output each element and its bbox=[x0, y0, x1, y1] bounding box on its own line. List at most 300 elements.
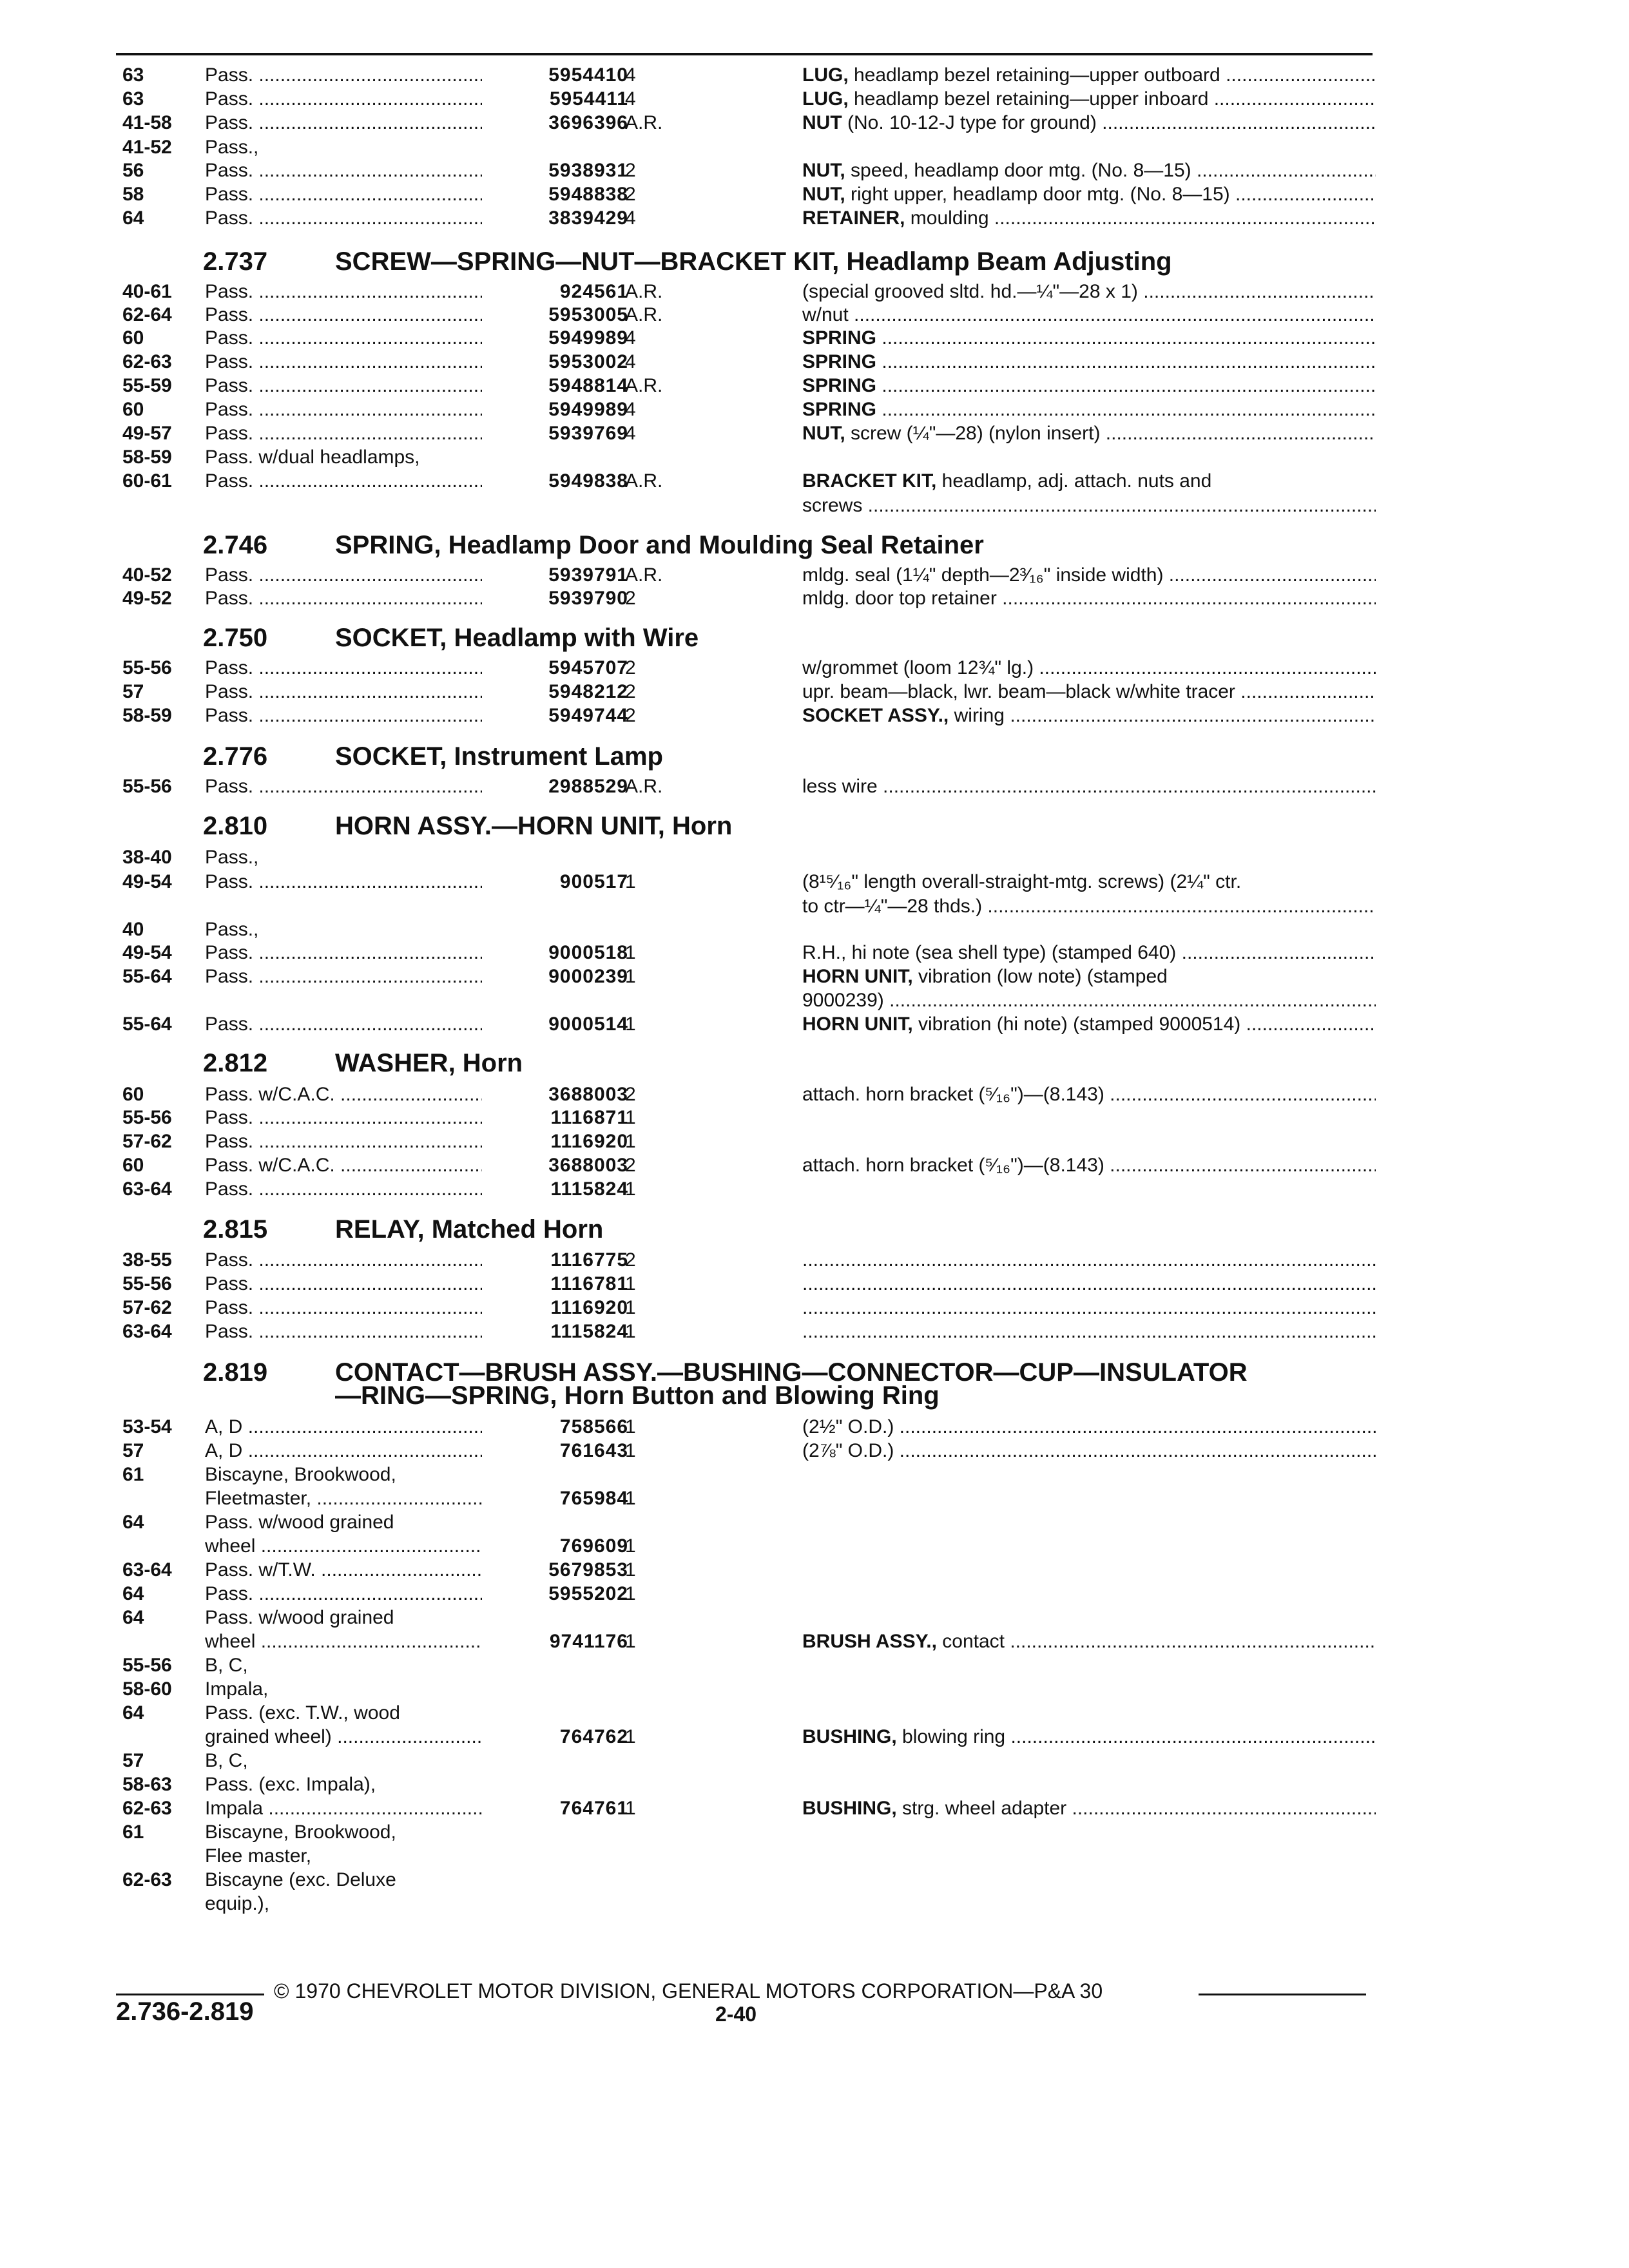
part-name: SPRING bbox=[802, 327, 877, 349]
part-number: 5938931 bbox=[548, 160, 628, 181]
quantity: 1 bbox=[625, 942, 636, 963]
model-years: 60 bbox=[122, 1084, 144, 1105]
model-description: grained wheel) ..... bbox=[205, 1725, 482, 1749]
part-detail: R.H., hi note (sea shell type) (stamped 640) bbox=[802, 942, 1177, 963]
part-detail: mldg. seal (1¼" depth—2³⁄₁₆" inside width) bbox=[802, 564, 1164, 586]
section-title-continued: —RING—SPRING, Horn Button and Blowing Ring bbox=[335, 1381, 940, 1410]
model-description: Pass. ..... bbox=[205, 1106, 482, 1130]
model-description: Pass. ..... bbox=[205, 941, 482, 965]
part-remarks bbox=[802, 586, 1376, 611]
model-description: A, D ..... bbox=[205, 1439, 482, 1463]
part-name: NUT, bbox=[802, 160, 845, 181]
quantity: 4 bbox=[625, 207, 636, 229]
part-detail: vibration (hi note) (stamped 9000514) bbox=[912, 1014, 1241, 1035]
part-detail: screw (¼"—28) (nylon insert) bbox=[845, 423, 1101, 444]
part-number: 1116920 bbox=[550, 1297, 628, 1318]
part-number: 1116775 bbox=[550, 1249, 628, 1271]
quantity: 4 bbox=[625, 423, 636, 444]
model-description: Pass. ..... bbox=[205, 421, 482, 446]
model-description: Pass. ..... bbox=[205, 87, 482, 111]
model-description: Pass. ..... bbox=[205, 280, 482, 304]
quantity: 2 bbox=[625, 705, 636, 726]
model-description: Pass. w/C.A.C. ..... bbox=[205, 1153, 482, 1178]
model-description: equip.), bbox=[205, 1893, 270, 1914]
model-years: 56 bbox=[122, 160, 144, 181]
model-years: 57 bbox=[122, 1750, 144, 1771]
part-detail: mldg. door top retainer bbox=[802, 588, 997, 609]
model-description: Pass. w/wood grained bbox=[205, 1607, 394, 1628]
quantity: 4 bbox=[625, 351, 636, 372]
part-name: SPRING bbox=[802, 351, 877, 372]
part-number: 5948838 bbox=[548, 184, 628, 205]
part-name: BRUSH ASSY., bbox=[802, 1631, 937, 1652]
part-remarks bbox=[802, 1320, 1376, 1344]
part-number: 5939769 bbox=[548, 423, 628, 444]
part-detail: less wire bbox=[802, 776, 878, 797]
part-number: 5948212 bbox=[548, 681, 628, 702]
model-description: Pass. ..... bbox=[205, 1129, 482, 1154]
part-detail: upr. beam—black, lwr. beam—black w/white tracer bbox=[802, 681, 1235, 702]
model-description: Pass. ..... bbox=[205, 469, 482, 494]
model-description: Pass. ..... bbox=[205, 303, 482, 327]
part-number: 765984 bbox=[559, 1488, 628, 1509]
footer-copyright: © 1970 CHEVROLET MOTOR DIVISION, GENERAL MOTORS CORPORATION—P&A 30 bbox=[274, 1979, 1103, 2003]
quantity: 1 bbox=[625, 1416, 636, 1437]
part-remarks bbox=[802, 206, 1376, 231]
model-years: 64 bbox=[122, 1512, 144, 1533]
model-description: Pass. w/wood grained bbox=[205, 1512, 394, 1533]
model-years: 53-54 bbox=[122, 1416, 172, 1437]
model-years: 40 bbox=[122, 919, 144, 940]
footer-section-range: 2.736-2.819 bbox=[116, 1997, 254, 2026]
part-number: 9741176 bbox=[549, 1631, 628, 1652]
model-years: 55-56 bbox=[122, 776, 172, 797]
model-years: 58-59 bbox=[122, 705, 172, 726]
part-number: 5948814 bbox=[548, 375, 628, 396]
part-number: 9000239 bbox=[548, 966, 628, 987]
model-description: Pass. ..... bbox=[205, 563, 482, 588]
model-description: Biscayne, Brookwood, bbox=[205, 1464, 396, 1485]
part-remarks bbox=[802, 398, 1376, 422]
part-remarks bbox=[802, 941, 1376, 965]
model-description: Biscayne (exc. Deluxe bbox=[205, 1869, 396, 1890]
model-years: 49-54 bbox=[122, 871, 172, 892]
part-detail: (2½" O.D.) bbox=[802, 1416, 894, 1437]
model-description: wheel ..... bbox=[205, 1534, 482, 1559]
section-number: 2.812 bbox=[203, 1049, 268, 1077]
part-remarks bbox=[802, 374, 1376, 398]
quantity: 1 bbox=[625, 1631, 636, 1652]
part-number: 5953002 bbox=[548, 351, 628, 372]
model-years: 60 bbox=[122, 327, 144, 349]
quantity: A.R. bbox=[625, 281, 663, 302]
model-description: Pass. ..... bbox=[205, 350, 482, 374]
quantity: 4 bbox=[625, 64, 636, 86]
model-description: Fleetmaster, ..... bbox=[205, 1486, 482, 1511]
model-description: Pass. ..... bbox=[205, 374, 482, 398]
model-years: 61 bbox=[122, 1464, 144, 1485]
model-years: 64 bbox=[122, 207, 144, 229]
model-description: Pass., bbox=[205, 847, 259, 868]
part-number: 758566 bbox=[559, 1416, 628, 1437]
section-number: 2.737 bbox=[203, 247, 268, 276]
part-number: 5949744 bbox=[548, 705, 628, 726]
footer-page-number: 2-40 bbox=[715, 2003, 757, 2026]
model-years: 61 bbox=[122, 1821, 144, 1843]
part-detail: right upper, headlamp door mtg. (No. 8—15) bbox=[845, 184, 1230, 205]
section-title: WASHER, Horn bbox=[335, 1049, 523, 1077]
part-name: NUT bbox=[802, 112, 842, 133]
model-years: 40-52 bbox=[122, 564, 172, 586]
part-detail: headlamp bezel retaining—upper outboard bbox=[848, 64, 1220, 86]
part-number: 764762 bbox=[559, 1726, 628, 1747]
model-description: B, C, bbox=[205, 1750, 248, 1771]
part-number: 1116781 bbox=[550, 1273, 628, 1294]
part-name: BUSHING, bbox=[802, 1726, 897, 1747]
part-number: 1116871 bbox=[550, 1107, 628, 1128]
part-number: 3688003 bbox=[548, 1084, 628, 1105]
model-description: Pass. w/dual headlamps, bbox=[205, 447, 420, 468]
part-name: LUG, bbox=[802, 64, 849, 86]
quantity: A.R. bbox=[625, 112, 663, 133]
quantity: 1 bbox=[625, 871, 636, 892]
part-remarks bbox=[802, 159, 1376, 183]
model-years: 57 bbox=[122, 681, 144, 702]
model-years: 62-63 bbox=[122, 1798, 172, 1819]
model-description: wheel ..... bbox=[205, 1629, 482, 1654]
part-remarks bbox=[802, 182, 1376, 207]
model-years: 55-56 bbox=[122, 1655, 172, 1676]
part-remarks bbox=[802, 111, 1376, 135]
model-description: Flee master, bbox=[205, 1845, 312, 1867]
section-title: SCREW—SPRING—NUT—BRACKET KIT, Headlamp Beam Adjusting bbox=[335, 247, 1172, 276]
part-name: RETAINER, bbox=[802, 207, 905, 229]
part-number: 1116920 bbox=[550, 1131, 628, 1152]
section-title: SPRING, Headlamp Door and Moulding Seal Retainer bbox=[335, 531, 984, 559]
part-number: 764761 bbox=[559, 1798, 628, 1819]
model-years: 41-58 bbox=[122, 112, 172, 133]
model-description: Pass., bbox=[205, 919, 259, 940]
part-number: 924561 bbox=[559, 281, 628, 302]
model-description: Pass., bbox=[205, 137, 259, 158]
part-detail: attach. horn bracket (⁵⁄₁₆")—(8.143) bbox=[802, 1155, 1104, 1176]
part-number: 5939790 bbox=[548, 588, 628, 609]
model-years: 55-56 bbox=[122, 1273, 172, 1294]
model-years: 49-57 bbox=[122, 423, 172, 444]
model-years: 62-64 bbox=[122, 304, 172, 325]
quantity: 2 bbox=[625, 160, 636, 181]
part-number: 1115824 bbox=[550, 1321, 628, 1342]
part-number: 900517 bbox=[559, 871, 628, 892]
part-detail: (8¹⁵⁄₁₆" length overall-straight-mtg. screws) (2¼" ctr. bbox=[802, 871, 1242, 892]
model-description: Pass. ..... bbox=[205, 774, 482, 799]
part-remarks bbox=[802, 894, 1376, 919]
part-number: 761643 bbox=[559, 1440, 628, 1461]
quantity: 1 bbox=[625, 1297, 636, 1318]
part-name: BUSHING, bbox=[802, 1798, 897, 1819]
section-title: RELAY, Matched Horn bbox=[335, 1215, 604, 1244]
part-remarks bbox=[802, 965, 1376, 989]
model-years: 55-64 bbox=[122, 966, 172, 987]
model-years: 58 bbox=[122, 184, 144, 205]
part-remarks bbox=[802, 1439, 1376, 1463]
model-years: 64 bbox=[122, 1702, 144, 1724]
part-number: 5953005 bbox=[548, 304, 628, 325]
part-remarks bbox=[802, 494, 1376, 518]
model-description: Pass. (exc. T.W., wood bbox=[205, 1702, 400, 1724]
quantity: 2 bbox=[625, 1084, 636, 1105]
part-detail: 9000239) bbox=[802, 990, 884, 1011]
model-description: Pass. ..... bbox=[205, 656, 482, 680]
quantity: 1 bbox=[625, 966, 636, 987]
part-detail: attach. horn bracket (⁵⁄₁₆")—(8.143) bbox=[802, 1084, 1104, 1105]
part-remarks bbox=[802, 870, 1376, 894]
part-number: 9000514 bbox=[548, 1014, 628, 1035]
model-description: Biscayne, Brookwood, bbox=[205, 1821, 396, 1843]
part-remarks bbox=[802, 1725, 1376, 1749]
quantity: 1 bbox=[625, 1488, 636, 1509]
part-number: 5679853 bbox=[548, 1559, 628, 1581]
model-years: 60-61 bbox=[122, 470, 172, 492]
model-years: 55-56 bbox=[122, 1107, 172, 1128]
model-description: Pass. ..... bbox=[205, 965, 482, 989]
part-name: SPRING bbox=[802, 375, 877, 396]
part-remarks bbox=[802, 1796, 1376, 1821]
part-remarks bbox=[802, 680, 1376, 704]
part-remarks bbox=[802, 1415, 1376, 1439]
quantity: 2 bbox=[625, 588, 636, 609]
model-description: Pass. ..... bbox=[205, 1012, 482, 1037]
quantity: 2 bbox=[625, 681, 636, 702]
model-description: Pass. w/T.W. ..... bbox=[205, 1558, 482, 1582]
quantity: 1 bbox=[625, 1321, 636, 1342]
model-years: 57-62 bbox=[122, 1297, 172, 1318]
section-number: 2.815 bbox=[203, 1215, 268, 1244]
model-years: 58-60 bbox=[122, 1678, 172, 1700]
model-description: Pass. ..... bbox=[205, 206, 482, 231]
part-detail: moulding bbox=[905, 207, 989, 229]
model-years: 63 bbox=[122, 88, 144, 110]
section-number: 2.776 bbox=[203, 742, 268, 771]
quantity: 1 bbox=[625, 1273, 636, 1294]
model-description: Impala ..... bbox=[205, 1796, 482, 1821]
model-years: 60 bbox=[122, 399, 144, 420]
model-description: Pass. ..... bbox=[205, 1320, 482, 1344]
part-number: 5945707 bbox=[548, 657, 628, 678]
model-years: 49-52 bbox=[122, 588, 172, 609]
model-years: 40-61 bbox=[122, 281, 172, 302]
part-remarks bbox=[802, 280, 1376, 304]
model-description: Pass. ..... bbox=[205, 1272, 482, 1296]
model-years: 63-64 bbox=[122, 1559, 172, 1581]
quantity: A.R. bbox=[625, 470, 663, 492]
part-number: 5955202 bbox=[548, 1583, 628, 1604]
quantity: 2 bbox=[625, 1155, 636, 1176]
part-remarks bbox=[802, 988, 1376, 1013]
model-description: Pass. w/C.A.C. ..... bbox=[205, 1082, 482, 1107]
part-detail: vibration (low note) (stamped bbox=[912, 966, 1168, 987]
quantity: A.R. bbox=[625, 304, 663, 325]
part-number: 1115824 bbox=[550, 1178, 628, 1200]
part-remarks bbox=[802, 87, 1376, 111]
model-years: 63 bbox=[122, 64, 144, 86]
section-number: 2.819 bbox=[203, 1358, 268, 1387]
quantity: A.R. bbox=[625, 564, 663, 586]
model-description: Pass. ..... bbox=[205, 1177, 482, 1202]
part-detail: (2⅞" O.D.) bbox=[802, 1440, 894, 1461]
part-remarks bbox=[802, 63, 1376, 88]
model-years: 55-64 bbox=[122, 1014, 172, 1035]
model-description: Pass. ..... bbox=[205, 1582, 482, 1606]
model-years: 63-64 bbox=[122, 1321, 172, 1342]
section-number: 2.810 bbox=[203, 812, 268, 840]
quantity: A.R. bbox=[625, 375, 663, 396]
part-number: 769609 bbox=[559, 1535, 628, 1557]
quantity: 1 bbox=[625, 1798, 636, 1819]
part-remarks bbox=[802, 656, 1376, 680]
part-remarks bbox=[802, 774, 1376, 799]
model-years: 60 bbox=[122, 1155, 144, 1176]
model-description: Pass. ..... bbox=[205, 182, 482, 207]
part-name: HORN UNIT, bbox=[802, 1014, 913, 1035]
quantity: 1 bbox=[625, 1440, 636, 1461]
model-years: 64 bbox=[122, 1583, 144, 1604]
model-years: 55-59 bbox=[122, 375, 172, 396]
footer-rule-left bbox=[116, 1994, 264, 1995]
quantity: 1 bbox=[625, 1014, 636, 1035]
model-description: Pass. ..... bbox=[205, 111, 482, 135]
part-number: 3839429 bbox=[548, 207, 628, 229]
part-number: 5949989 bbox=[548, 327, 628, 349]
model-description: Pass. ..... bbox=[205, 398, 482, 422]
model-description: Pass. ..... bbox=[205, 63, 482, 88]
model-years: 41-52 bbox=[122, 137, 172, 158]
section-title: SOCKET, Headlamp with Wire bbox=[335, 624, 699, 652]
part-remarks bbox=[802, 1012, 1376, 1037]
part-number: 5949989 bbox=[548, 399, 628, 420]
part-detail: contact bbox=[936, 1631, 1005, 1652]
model-years: 38-55 bbox=[122, 1249, 172, 1271]
part-detail: screws bbox=[802, 495, 863, 516]
part-name: HORN UNIT, bbox=[802, 966, 913, 987]
part-remarks bbox=[802, 704, 1376, 728]
quantity: 4 bbox=[625, 88, 636, 110]
model-description: Pass. ..... bbox=[205, 1296, 482, 1320]
part-name: LUG, bbox=[802, 88, 849, 110]
model-description: Pass. ..... bbox=[205, 704, 482, 728]
model-description: Pass. ..... bbox=[205, 586, 482, 611]
part-detail: w/grommet (loom 12¾" lg.) bbox=[802, 657, 1034, 678]
part-number: 5954410 bbox=[548, 64, 628, 86]
section-number: 2.750 bbox=[203, 624, 268, 652]
part-detail: headlamp, adj. attach. nuts and bbox=[936, 470, 1212, 492]
part-remarks bbox=[802, 1082, 1376, 1107]
model-years: 64 bbox=[122, 1607, 144, 1628]
model-description: B, C, bbox=[205, 1655, 248, 1676]
model-years: 58-63 bbox=[122, 1774, 172, 1795]
model-years: 58-59 bbox=[122, 447, 172, 468]
model-years: 62-63 bbox=[122, 351, 172, 372]
part-remarks bbox=[802, 350, 1376, 374]
model-description: Pass. ..... bbox=[205, 326, 482, 351]
part-remarks bbox=[802, 469, 1376, 494]
part-number: 3688003 bbox=[548, 1155, 628, 1176]
model-description: Impala, bbox=[205, 1678, 269, 1700]
part-detail: headlamp bezel retaining—upper inboard bbox=[848, 88, 1209, 110]
part-detail: w/nut bbox=[802, 304, 849, 325]
model-years: 57-62 bbox=[122, 1131, 172, 1152]
part-detail: (No. 10-12-J type for ground) bbox=[842, 112, 1097, 133]
part-remarks bbox=[802, 326, 1376, 351]
quantity: 1 bbox=[625, 1107, 636, 1128]
quantity: A.R. bbox=[625, 776, 663, 797]
model-years: 63-64 bbox=[122, 1178, 172, 1200]
model-years: 55-56 bbox=[122, 657, 172, 678]
quantity: 4 bbox=[625, 399, 636, 420]
part-detail: speed, headlamp door mtg. (No. 8—15) bbox=[845, 160, 1191, 181]
part-name: SPRING bbox=[802, 399, 877, 420]
model-years: 38-40 bbox=[122, 847, 172, 868]
part-name: SOCKET ASSY., bbox=[802, 705, 949, 726]
part-name: BRACKET KIT, bbox=[802, 470, 937, 492]
section-title: CONTACT—BRUSH ASSY.—BUSHING—CONNECTOR—CUP—INSULATOR bbox=[335, 1358, 1248, 1387]
quantity: 4 bbox=[625, 327, 636, 349]
part-detail: wiring bbox=[949, 705, 1005, 726]
part-name: NUT, bbox=[802, 423, 845, 444]
model-years: 62-63 bbox=[122, 1869, 172, 1890]
quantity: 1 bbox=[625, 1131, 636, 1152]
model-description: Pass. ..... bbox=[205, 159, 482, 183]
part-detail: to ctr—¼"—28 thds.) bbox=[802, 896, 983, 917]
quantity: 1 bbox=[625, 1535, 636, 1557]
quantity: 2 bbox=[625, 657, 636, 678]
section-number: 2.746 bbox=[203, 531, 268, 559]
quantity: 1 bbox=[625, 1726, 636, 1747]
part-number: 3696396 bbox=[548, 112, 628, 133]
model-description: Pass. ..... bbox=[205, 1248, 482, 1273]
part-remarks bbox=[802, 1296, 1376, 1320]
part-number: 5954411 bbox=[549, 88, 628, 110]
part-number: 2988529 bbox=[548, 776, 628, 797]
quantity: 1 bbox=[625, 1583, 636, 1604]
part-remarks bbox=[802, 563, 1376, 588]
quantity: 1 bbox=[625, 1178, 636, 1200]
part-number: 5949838 bbox=[548, 470, 628, 492]
model-years: 49-54 bbox=[122, 942, 172, 963]
model-description: Pass. ..... bbox=[205, 870, 482, 894]
quantity: 2 bbox=[625, 1249, 636, 1271]
part-remarks bbox=[802, 1272, 1376, 1296]
section-title: HORN ASSY.—HORN UNIT, Horn bbox=[335, 812, 733, 840]
part-detail: (special grooved sltd. hd.—¼"—28 x 1) bbox=[802, 281, 1138, 302]
model-description: Pass. (exc. Impala), bbox=[205, 1774, 376, 1795]
section-title: SOCKET, Instrument Lamp bbox=[335, 742, 663, 771]
quantity: 2 bbox=[625, 184, 636, 205]
model-description: Pass. ..... bbox=[205, 680, 482, 704]
part-name: NUT, bbox=[802, 184, 845, 205]
part-remarks bbox=[802, 1248, 1376, 1273]
model-years: 57 bbox=[122, 1440, 144, 1461]
model-description: A, D ..... bbox=[205, 1415, 482, 1439]
part-detail: blowing ring bbox=[896, 1726, 1006, 1747]
quantity: 1 bbox=[625, 1559, 636, 1581]
footer-rule-right bbox=[1199, 1994, 1366, 1995]
part-detail: strg. wheel adapter bbox=[896, 1798, 1067, 1819]
part-remarks bbox=[802, 1629, 1376, 1654]
part-remarks bbox=[802, 1153, 1376, 1178]
part-remarks bbox=[802, 303, 1376, 327]
part-number: 5939791 bbox=[548, 564, 628, 586]
